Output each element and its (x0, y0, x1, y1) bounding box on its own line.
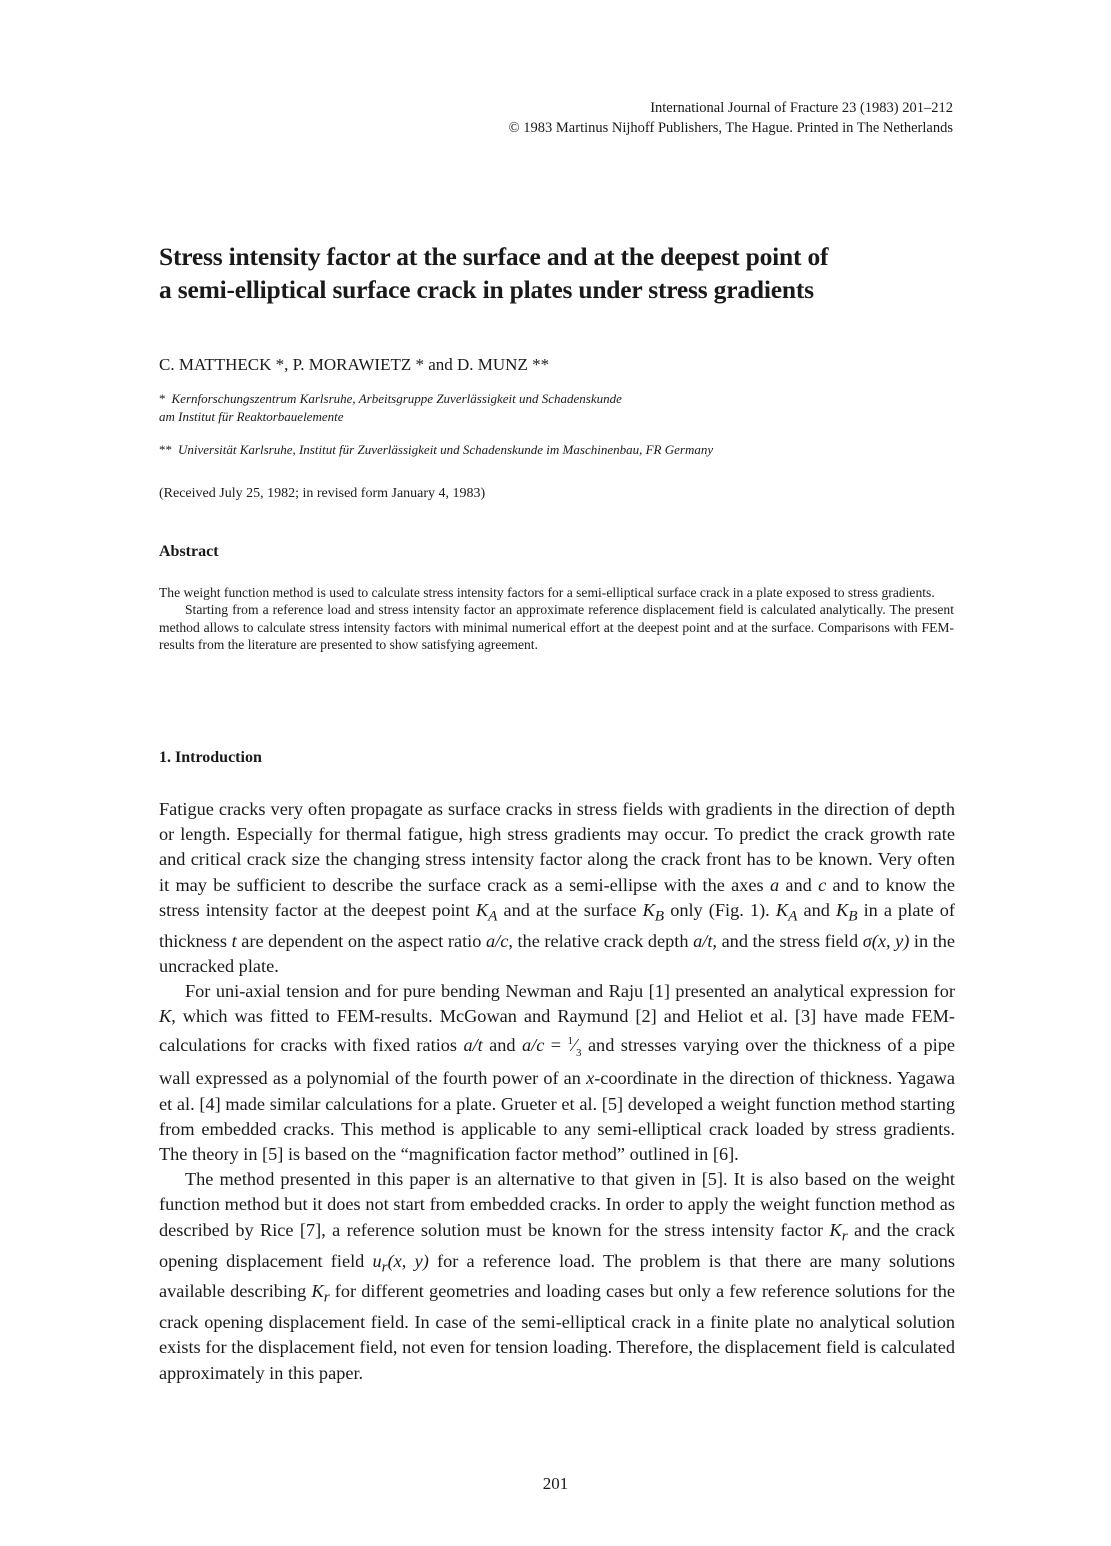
title-line-1: Stress intensity factor at the surface and at the deepest point of (159, 242, 829, 271)
abstract-paragraph: Starting from a reference load and stress intensity factor an approximate reference displacement field is calculated analytically. The present method allows to calculate stress intensity factors with minimal numerical effort at the deepest point and at the surface. Comparisons with FEM-results from the literature are presented to show satisfying agreement. (159, 602, 954, 653)
affiliation-text: am Institut für Reaktorbauelemente (159, 409, 344, 424)
affiliation-text: Universität Karlsruhe, Institut für Zuverlässigkeit und Schadenskunde im Maschinenbau, FR Germany (178, 442, 714, 457)
title-line-2: a semi-elliptical surface crack in plates under stress gradients (159, 275, 814, 304)
received-dates: (Received July 25, 1982; in revised form January 4, 1983) (159, 486, 486, 501)
body-paragraph: Fatigue cracks very often propagate as surface cracks in stress fields with gradients in the direction of depth or length. Especially for thermal fatigue, high stress gradients may occur. To predict the crack growth rate and critical crack size the changing stress intensity factor along the crack front has to be known. Very often it may be sufficient to describe the surface crack as a semi-ellipse with the axes a and c and to know the stress intensity factor at the deepest point $K_A$ and at the surface $K_B$ only (Fig. 1). $K_A$ and $K_B$ in a plate of thickness t are dependent on the aspect ratio a/c, the relative crack depth a/t, and the stress field σ(x, y) in the uncracked plate. (159, 799, 956, 976)
body-paragraph: The method presented in this paper is an alternative to that given in [5]. It is also based on the weight function method but it does not start from embedded cracks. In order to apply the weight function method as described by Rice [7], a reference solution must be known for the stress intensity factor $K_r$ and the crack opening displacement field $u_r(x$, y) for a reference load. The problem is that there are many solutions available describing $K_r$ for different geometries and loading cases but only a few reference solutions for the crack opening displacement field. In case of the semi-elliptical crack in a finite plate no analytical solution exists for the displacement field, not even for tension loading. Therefore, the displacement field is calculated approximately in this paper. (159, 1169, 955, 1383)
journal-header (509, 98, 953, 138)
page-number: 201 (542, 1474, 569, 1493)
affiliation-1 (159, 390, 959, 426)
affiliation-mark: ** (159, 442, 172, 457)
introduction-body (159, 797, 955, 1386)
abstract-heading: Abstract (159, 543, 219, 560)
paper-title (159, 240, 959, 306)
abstract-paragraph: The weight function method is used to calculate stress intensity factors for a semi-elliptical surface crack in a plate exposed to stress gradients. (159, 585, 935, 600)
affiliation-2 (159, 441, 959, 459)
body-paragraph: For uni-axial tension and for pure bending Newman and Raju [1] presented an analytical expression for K, which was fitted to FEM-results. McGowan and Raymund [2] and Heliot et al. [3] have made FEM-calculations for cracks with fixed ratios a/t and $a/c = ^1⁄_3$ and stresses varying over the thickness of a pipe wall expressed as a polynomial of the fourth power of an x-coordinate in the direction of thickness. Yagawa et al. [4] made similar calculations for a plate. Grueter et al. [5] developed a weight function method starting from embedded cracks. This method is applicable to any semi-elliptical crack loaded by stress gradients. The theory in [5] is based on the “magnification factor method” outlined in [6]. (159, 981, 955, 1165)
abstract-body (159, 584, 954, 654)
copyright-line: © 1983 Martinus Nijhoff Publishers, The Hague. Printed in The Netherlands (508, 120, 953, 136)
affiliation-mark: * (159, 391, 166, 406)
affiliation-text: Kernforschungszentrum Karlsruhe, Arbeitsgruppe Zuverlässigkeit und Schadenskunde (171, 391, 622, 406)
author-list: C. MATTHECK *, P. MORAWIETZ * and D. MUNZ ** (159, 355, 550, 374)
section-heading-introduction: 1. Introduction (159, 749, 262, 766)
journal-citation: International Journal of Fracture 23 (1983) 201–212 (650, 100, 953, 116)
